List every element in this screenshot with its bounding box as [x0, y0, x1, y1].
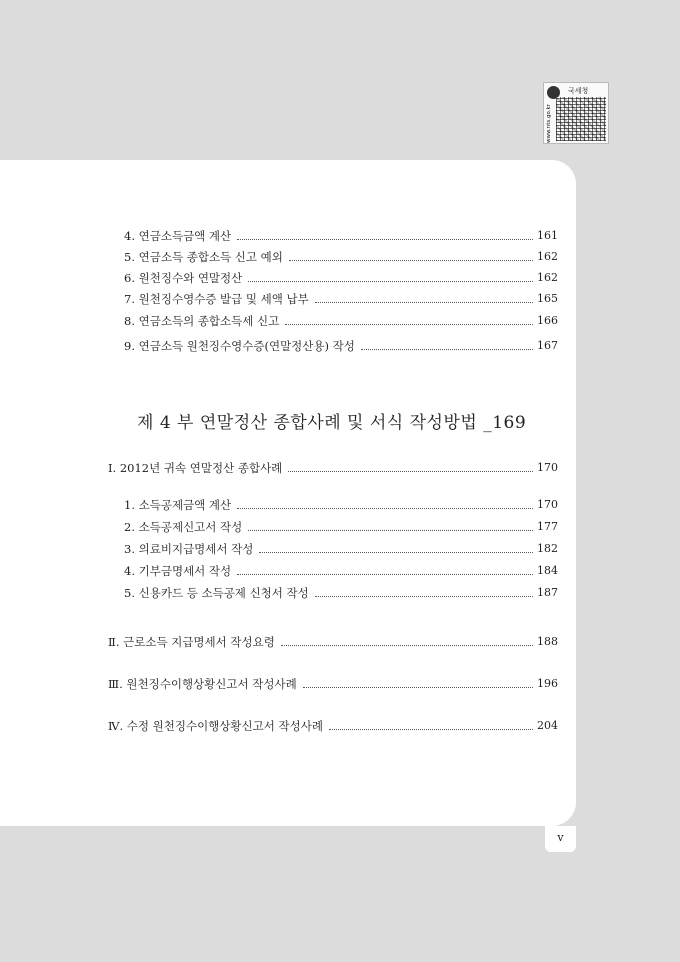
toc-item[interactable] [124, 270, 558, 286]
toc-section-page: 188 [537, 635, 558, 648]
toc-section[interactable] [108, 718, 558, 734]
toc-item-page: 161 [537, 229, 558, 242]
dot-leader [248, 280, 533, 282]
qr-label: 국세청 [568, 87, 589, 95]
toc-item-page: 167 [537, 339, 558, 352]
part-heading: 제 4 부 연말정산 종합사례 및 서식 작성방법 _169 [137, 413, 527, 433]
toc-item-page: 162 [537, 271, 558, 284]
toc-section-label: Ⅳ. 수정 원천징수이행상황신고서 작성사례 [108, 719, 323, 733]
toc-item-page: 170 [537, 498, 558, 511]
dot-leader [329, 728, 533, 730]
toc-section-page: 170 [537, 461, 558, 474]
page-sheet [0, 160, 576, 826]
toc-item[interactable] [124, 497, 558, 513]
toc-item-page: 165 [537, 292, 558, 305]
toc-item-page: 162 [537, 250, 558, 263]
qr-url: www.nts.go.kr [546, 104, 552, 143]
toc-item-label: 3. 의료비지급명세서 작성 [124, 542, 254, 556]
toc-item[interactable] [124, 313, 558, 329]
toc-item[interactable] [124, 228, 558, 244]
toc-item[interactable] [124, 338, 558, 354]
toc-item-page: 187 [537, 586, 558, 599]
toc-item-label: 4. 연금소득금액 계산 [124, 229, 232, 243]
toc-item[interactable] [124, 563, 558, 579]
toc-section-page: 196 [537, 677, 558, 690]
toc-item[interactable] [124, 249, 558, 265]
dot-leader [315, 595, 533, 597]
dot-leader [289, 259, 533, 261]
table-of-contents [0, 160, 576, 826]
toc-item-label: 8. 연금소득의 종합소득세 신고 [124, 314, 280, 328]
dot-leader [237, 573, 533, 575]
dot-leader [248, 529, 533, 531]
toc-item[interactable] [124, 585, 558, 601]
toc-section-label: Ⅰ. 2012년 귀속 연말정산 종합사례 [108, 461, 283, 475]
toc-item[interactable] [124, 541, 558, 557]
dot-leader [288, 470, 533, 472]
toc-item-label: 9. 연금소득 원천징수영수증(연말정산용) 작성 [124, 339, 355, 353]
qr-code-icon [556, 97, 606, 141]
toc-item-label: 5. 연금소득 종합소득 신고 예외 [124, 250, 283, 264]
dot-leader [281, 644, 533, 646]
toc-item-label: 1. 소득공제금액 계산 [124, 498, 232, 512]
toc-item-page: 166 [537, 314, 558, 327]
dot-leader [237, 238, 533, 240]
qr-code-badge [543, 82, 609, 144]
dot-leader [361, 348, 533, 350]
toc-item-page: 184 [537, 564, 558, 577]
toc-section-label: Ⅱ. 근로소득 지급명세서 작성요령 [108, 635, 275, 649]
toc-item-page: 177 [537, 520, 558, 533]
toc-section-label: Ⅲ. 원천징수이행상황신고서 작성사례 [108, 677, 297, 691]
toc-item-page: 182 [537, 542, 558, 555]
page-number: v [545, 826, 576, 852]
toc-item[interactable] [124, 291, 558, 307]
dot-leader [303, 686, 533, 688]
toc-section[interactable] [108, 460, 558, 476]
toc-item-label: 6. 원천징수와 연말정산 [124, 271, 243, 285]
toc-section-page: 204 [537, 719, 558, 732]
toc-item-label: 2. 소득공제신고서 작성 [124, 520, 243, 534]
toc-section[interactable] [108, 676, 558, 692]
dot-leader [315, 301, 533, 303]
dot-leader [285, 323, 533, 325]
toc-item-label: 4. 기부금명세서 작성 [124, 564, 232, 578]
dot-leader [259, 551, 533, 553]
toc-item-label: 7. 원천징수영수증 발급 및 세액 납부 [124, 292, 309, 306]
toc-section[interactable] [108, 634, 558, 650]
dot-leader [237, 507, 533, 509]
toc-item-label: 5. 신용카드 등 소득공제 신청서 작성 [124, 586, 309, 600]
toc-item[interactable] [124, 519, 558, 535]
